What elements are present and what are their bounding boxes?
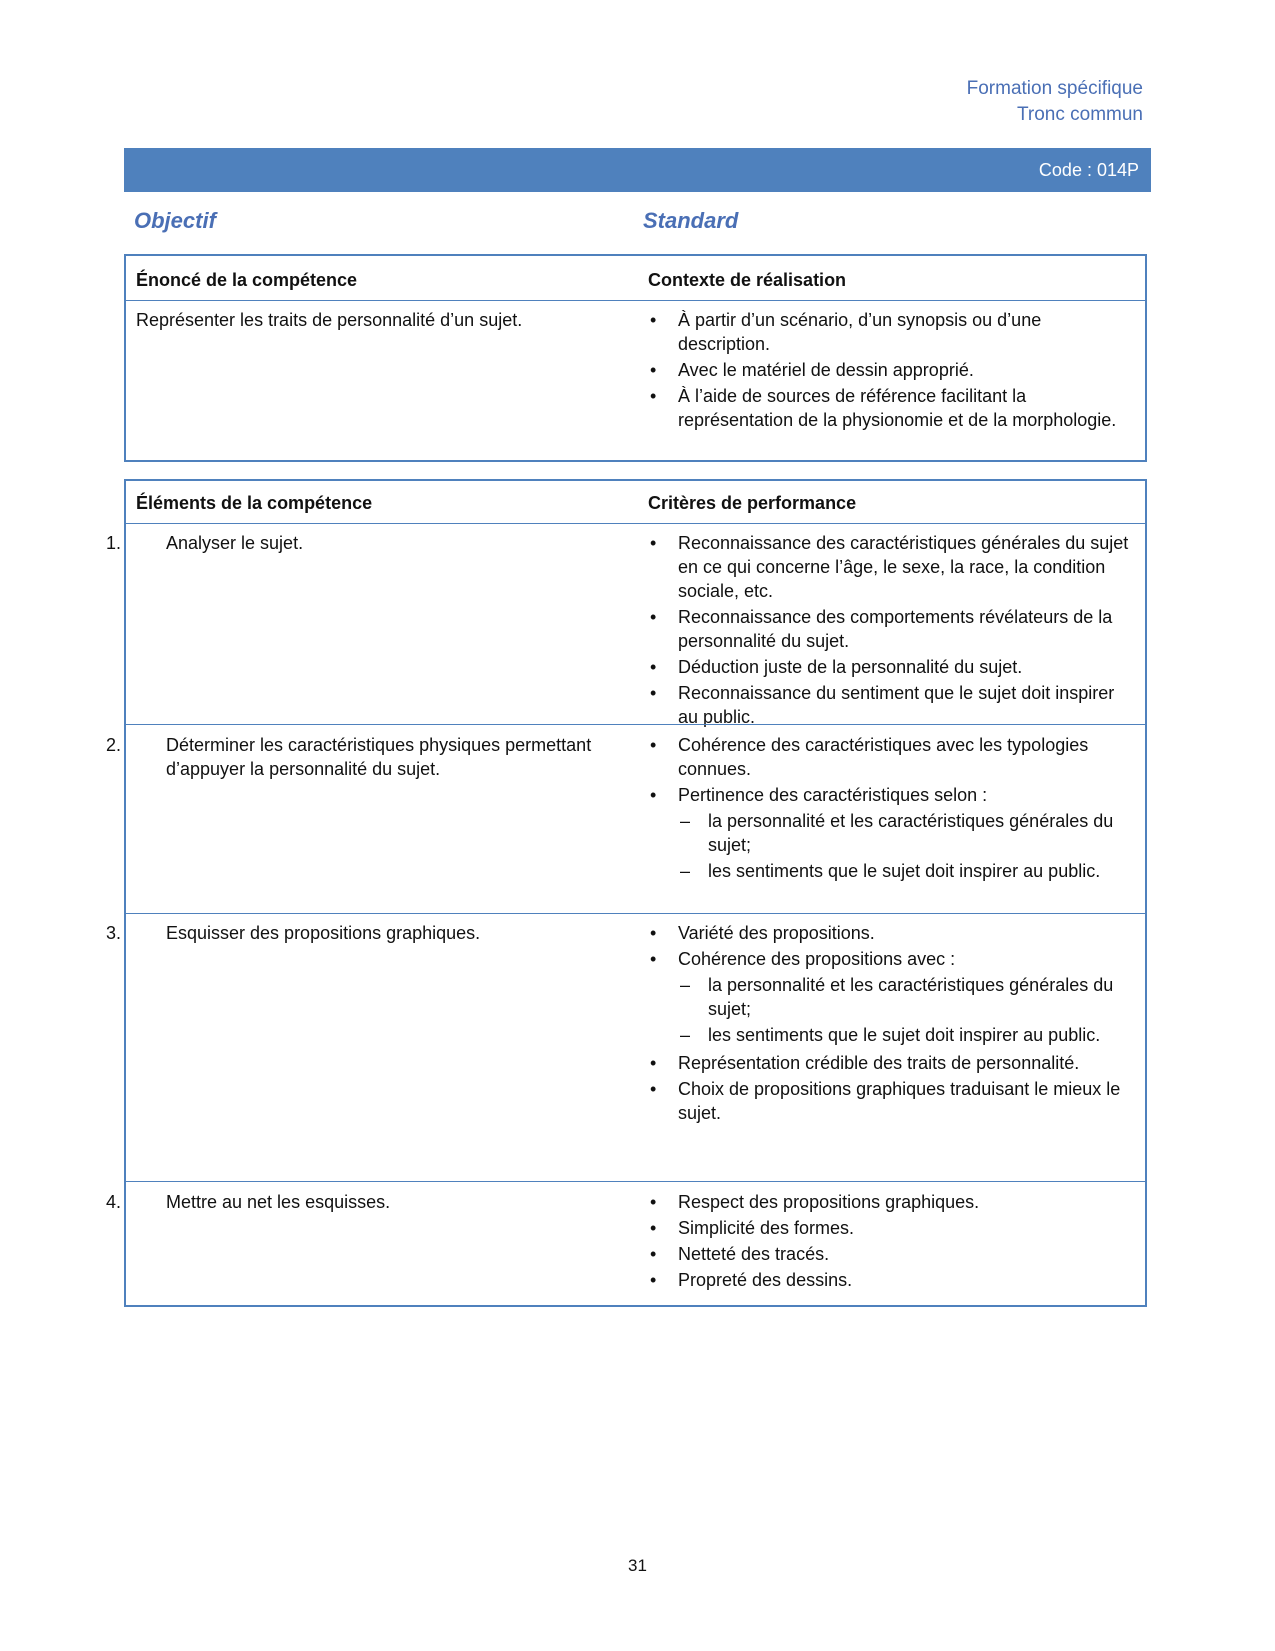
list-item: • Reconnaissance du sentiment que le sujet doit inspirer au public. xyxy=(648,681,1138,729)
list-item: • Choix de propositions graphiques traduisant le mieux le sujet. xyxy=(648,1077,1138,1125)
list-item: • Variété des propositions. xyxy=(648,921,1138,945)
list-item: • Reconnaissance des caractéristiques générales du sujet en ce qui concerne l’âge, le sexe, la race, la condition sociale, etc. xyxy=(648,531,1138,603)
criteria-list xyxy=(648,531,1138,731)
sub-list-item: – la personnalité et les caractéristiques générales du sujet; xyxy=(678,809,1138,857)
element-label: 1. Analyser le sujet. xyxy=(106,533,304,553)
standard-title: Standard xyxy=(643,208,739,233)
criteria-list xyxy=(648,1190,1138,1294)
sub-list-item: – la personnalité et les caractéristiques générales du sujet; xyxy=(678,973,1138,1021)
code-bar xyxy=(124,148,1151,192)
enonce-table xyxy=(124,254,1147,462)
enonce-header: Énoncé de la compétence xyxy=(136,270,358,290)
divider xyxy=(126,913,1145,914)
page-number: 31 xyxy=(628,1556,647,1575)
criteria-list xyxy=(648,733,1138,887)
list-item: • Propreté des dessins. xyxy=(648,1268,1138,1292)
list-item: • Reconnaissance des comportements révélateurs de la personnalité du sujet. xyxy=(648,605,1138,653)
element-label: 4. Mettre au net les esquisses. xyxy=(106,1192,391,1212)
list-item: • Cohérence des propositions avec : – la personnalité et les caractéristiques générales du sujet; – les sentiments que le sujet doit inspirer au public. xyxy=(648,947,1138,1047)
sub-list-item: – les sentiments que le sujet doit inspirer au public. xyxy=(678,859,1138,883)
competency-code: Code : 014P xyxy=(1038,160,1139,180)
elements-header-row xyxy=(126,491,1145,517)
program-title: Formation spécifique xyxy=(966,78,1143,99)
list-item: • Avec le matériel de dessin approprié. xyxy=(648,358,1138,382)
list-item: • Respect des propositions graphiques. xyxy=(648,1190,1138,1214)
list-item: • Simplicité des formes. xyxy=(648,1216,1138,1240)
list-item: • À partir d’un scénario, d’un synopsis ou d’une description. xyxy=(648,308,1138,356)
list-item: • Netteté des tracés. xyxy=(648,1242,1138,1266)
divider xyxy=(126,724,1145,725)
list-item: • Cohérence des caractéristiques avec les typologies connues. xyxy=(648,733,1138,781)
divider xyxy=(126,1181,1145,1182)
section-titles xyxy=(134,208,1134,236)
divider xyxy=(126,300,1145,301)
objectif-title: Objectif xyxy=(134,208,216,233)
criteria-list xyxy=(648,921,1138,1127)
divider xyxy=(126,523,1145,524)
element-label: 3. Esquisser des propositions graphiques. xyxy=(106,923,481,943)
program-subtitle: Tronc commun xyxy=(1017,104,1143,125)
sub-list-item: – les sentiments que le sujet doit inspirer au public. xyxy=(678,1023,1138,1047)
enonce-text: Représenter les traits de personnalité d’un sujet. xyxy=(136,310,523,330)
contexte-list xyxy=(648,308,1138,434)
list-item: • À l’aide de sources de référence facilitant la représentation de la physionomie et de la morphologie. xyxy=(648,384,1138,432)
enonce-header-row xyxy=(126,268,1145,294)
contexte-header: Contexte de réalisation xyxy=(648,270,847,290)
list-item: • Déduction juste de la personnalité du sujet. xyxy=(648,655,1138,679)
list-item: • Représentation crédible des traits de personnalité. xyxy=(648,1051,1138,1075)
list-item: • Pertinence des caractéristiques selon : – la personnalité et les caractéristiques générales du sujet; – les sentiments que le sujet doit inspirer au public. xyxy=(648,783,1138,883)
elements-table xyxy=(106,479,1147,1307)
elements-header: Éléments de la compétence xyxy=(136,493,373,513)
element-label: 2. Déterminer les caractéristiques physiques permettant d’appuyer la personnalité du sujet. xyxy=(106,735,592,779)
criteres-header: Critères de performance xyxy=(648,493,857,513)
